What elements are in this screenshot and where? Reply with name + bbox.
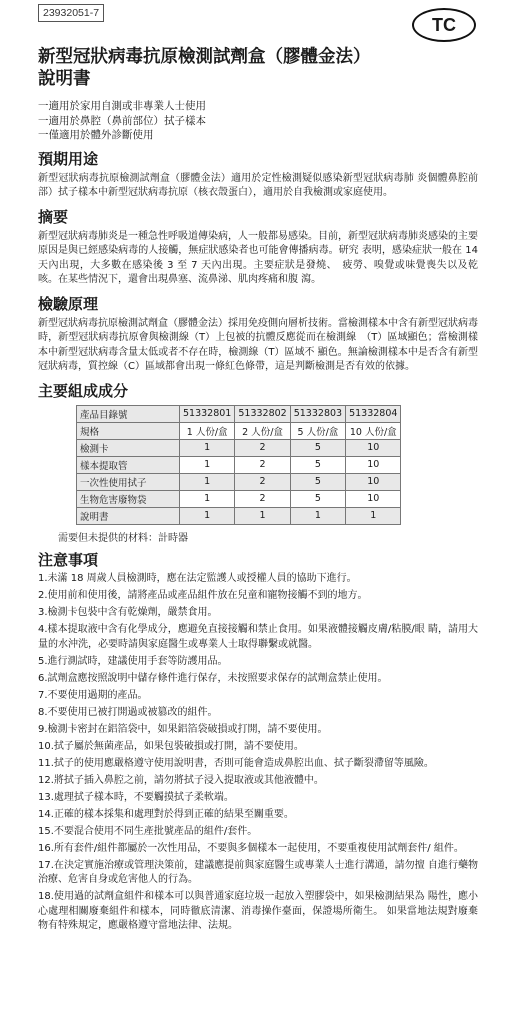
table-row — [77, 456, 401, 473]
table-cell: 1 — [180, 473, 235, 490]
table-header-label: 產品目錄號 — [77, 405, 180, 422]
table-cell: 1 — [290, 507, 345, 524]
list-item: 8.不要使用已被打開過或被篡改的組件。 — [38, 706, 218, 718]
table-cell: 5 — [290, 490, 345, 507]
list-item: 9.檢測卡密封在鋁箔袋中，如果鋁箔袋破損或打開，請不要使用。 — [38, 723, 328, 735]
table-cell: 10 人份/盒 — [346, 422, 401, 439]
list-item: 4.樣本提取液中含有化學成分，應避免直接接觸和禁止食用。如果液體接觸皮膚/粘膜/眼 睛，請用大量的水沖洗，必要時請與家庭醫生或專業人士取得聯繫或就醫。 — [38, 624, 478, 650]
table-cell: 1 — [346, 507, 401, 524]
table-cell: 1 — [180, 490, 235, 507]
table-cell: 2 人份/盒 — [235, 422, 290, 439]
list-item: 6.試劑盒應按照說明中儲存條件進行保存，未按照要求保存的試劑盒禁止使用。 — [38, 672, 388, 684]
list-item: 5.進行測試時，建議使用手套等防護用品。 — [38, 655, 228, 667]
table-row — [77, 473, 401, 490]
table-cell: 5 — [290, 473, 345, 490]
materials-note: 需要但未提供的材料：計時器 — [58, 532, 188, 544]
table-cell: 10 — [346, 490, 401, 507]
table-cell: 1 — [180, 507, 235, 524]
intro-line: 一僅適用於體外診斷使用 — [38, 129, 154, 141]
table-cell: 5 — [290, 456, 345, 473]
list-item: 11.拭子的使用應嚴格遵守使用說明書，否則可能會造成鼻腔出血、拭子斷裂滯留等風險。 — [38, 757, 434, 769]
list-item: 16.所有套件/組件都屬於一次性用品，不要與多個樣本一起使用，不要重複使用試劑套件/ 組件。 — [38, 842, 464, 854]
list-item: 14.正確的樣本採集和處理對於得到正確的結果至關重要。 — [38, 808, 294, 820]
components-heading: 主要組成成分 — [38, 381, 129, 400]
table-cell: 10 — [346, 439, 401, 456]
table-row — [77, 507, 401, 524]
table-cell: 2 — [235, 490, 290, 507]
components-table-wrap — [76, 405, 478, 525]
list-item: 1.未滿 18 周歲人員檢測時，應在法定監護人或授權人員的協助下進行。 — [38, 573, 357, 584]
table-cell: 2 — [235, 439, 290, 456]
row-label: 樣本提取管 — [77, 456, 180, 473]
notes-heading: 注意事項 — [38, 550, 99, 569]
intro-line: 一適用於鼻腔（鼻前部位）拭子樣本 — [38, 114, 206, 127]
notes-list — [38, 572, 478, 934]
summary-heading: 摘要 — [38, 207, 69, 226]
intro-line: 一適用於家用自測或非專業人士使用 — [38, 100, 206, 112]
table-cell: 10 — [346, 456, 401, 473]
document-body — [38, 46, 478, 934]
table-cell: 1 人份/盒 — [180, 422, 235, 439]
table-row — [77, 490, 401, 507]
table-row — [77, 405, 401, 422]
language-badge: TC — [412, 8, 476, 42]
table-cell: 1 — [235, 507, 290, 524]
intended-use-text: 新型冠狀病毒抗原檢測試劑盒（膠體金法）適用於定性檢測疑似感染新型冠狀病毒肺 炎個體鼻腔前部）拭子樣本中新型冠狀病毒抗原（核衣殼蛋白），適用於自我檢測或家庭使用。 — [38, 172, 478, 198]
list-item: 15.不要混合使用不同生產批號產品的組件/套件。 — [38, 825, 258, 837]
row-label: 規格 — [77, 422, 180, 439]
row-label: 檢測卡 — [77, 439, 180, 456]
list-item: 3.檢測卡包裝中含有乾燥劑，嚴禁食用。 — [38, 607, 218, 618]
table-row — [77, 439, 401, 456]
title-line-2: 說明書 — [38, 69, 91, 89]
list-item: 7.不要使用過期的產品。 — [38, 689, 148, 701]
list-item: 10.拭子屬於無菌產品，如果包裝破損或打開，請不要使用。 — [38, 740, 304, 752]
intended-use-heading: 預期用途 — [38, 149, 99, 168]
list-item: 12.將拭子插入鼻腔之前，請勿將拭子浸入提取液或其他液體中。 — [38, 774, 324, 786]
table-cell: 5 人份/盒 — [290, 422, 345, 439]
list-item: 2.使用前和使用後，請將產品或產品組件放在兒童和寵物接觸不到的地方。 — [38, 590, 368, 601]
list-item: 17.在決定實施治療或管理決策前，建議應提前與家庭醫生或專業人士進行溝通，請勿擅 自進行藥物治療、危害自身或危害他人的行為。 — [38, 859, 478, 885]
principle-heading: 檢驗原理 — [38, 294, 99, 313]
catalog-code: 51332801 — [180, 405, 235, 422]
catalog-code: 51332804 — [346, 405, 401, 422]
document-code: 23932051-7 — [38, 4, 104, 22]
list-item: 13.處理拭子樣本時，不要觸摸拭子柔軟端。 — [38, 791, 234, 803]
table-cell: 2 — [235, 473, 290, 490]
table-row — [77, 422, 401, 439]
table-cell: 10 — [346, 473, 401, 490]
catalog-code: 51332802 — [235, 405, 290, 422]
table-cell: 1 — [180, 456, 235, 473]
document-title — [38, 46, 478, 90]
table-cell: 2 — [235, 456, 290, 473]
intro-list — [38, 99, 478, 143]
title-line-1: 新型冠狀病毒抗原檢測試劑盒（膠體金法） — [38, 47, 371, 67]
row-label: 說明書 — [77, 507, 180, 524]
catalog-code: 51332803 — [290, 405, 345, 422]
list-item: 18.使用過的試劑盒組件和樣本可以與普通家庭垃圾一起放入塑膠袋中，如果檢測結果為 陽性，應小心處理相關廢棄組件和樣本，同時徹底清潔、消毒操作臺面，保證場所衛生。 如果當地法規對廢棄物有特殊規定，應嚴格遵守當地法律、法規。 — [38, 891, 478, 931]
table-cell: 1 — [180, 439, 235, 456]
summary-text: 新型冠狀病毒肺炎是一種急性呼吸道傳染病，人一般都易感染。目前，新型冠狀病毒肺炎感染的主要原因是與已經感染病毒的人接觸，無症狀感染者也可能會傳播病毒。研究 表明，感染症狀一般在 14 天內出現，大多數在感染後 3 至 7 天內出現。主要症狀是發燒、 疲勞、嗅覺或味覺喪失以及乾咳。在某些情況下，還會出現鼻塞、流鼻涕、肌肉疼痛和腹 瀉。 — [38, 230, 478, 285]
components-table — [76, 405, 401, 525]
table-cell: 5 — [290, 439, 345, 456]
row-label: 生物危害廢物袋 — [77, 490, 180, 507]
row-label: 一次性使用拭子 — [77, 473, 180, 490]
principle-text: 新型冠狀病毒抗原檢測試劑盒（膠體金法）採用免疫側向層析技術。當檢測樣本中含有新型冠狀病毒時，新型冠狀病毒抗原會與檢測線（T）上包被的抗體反應從而在檢測線 （T）區域顯色；當檢測樣本中新型冠狀病毒含量太低或者不存在時，檢測線（T）區域不 顯色。無論檢測樣本中是否含有新型冠狀病毒，質控線（C）區域都會出現一條紅色條帶，這是判斷檢測是否有效的依據。 — [38, 317, 478, 372]
